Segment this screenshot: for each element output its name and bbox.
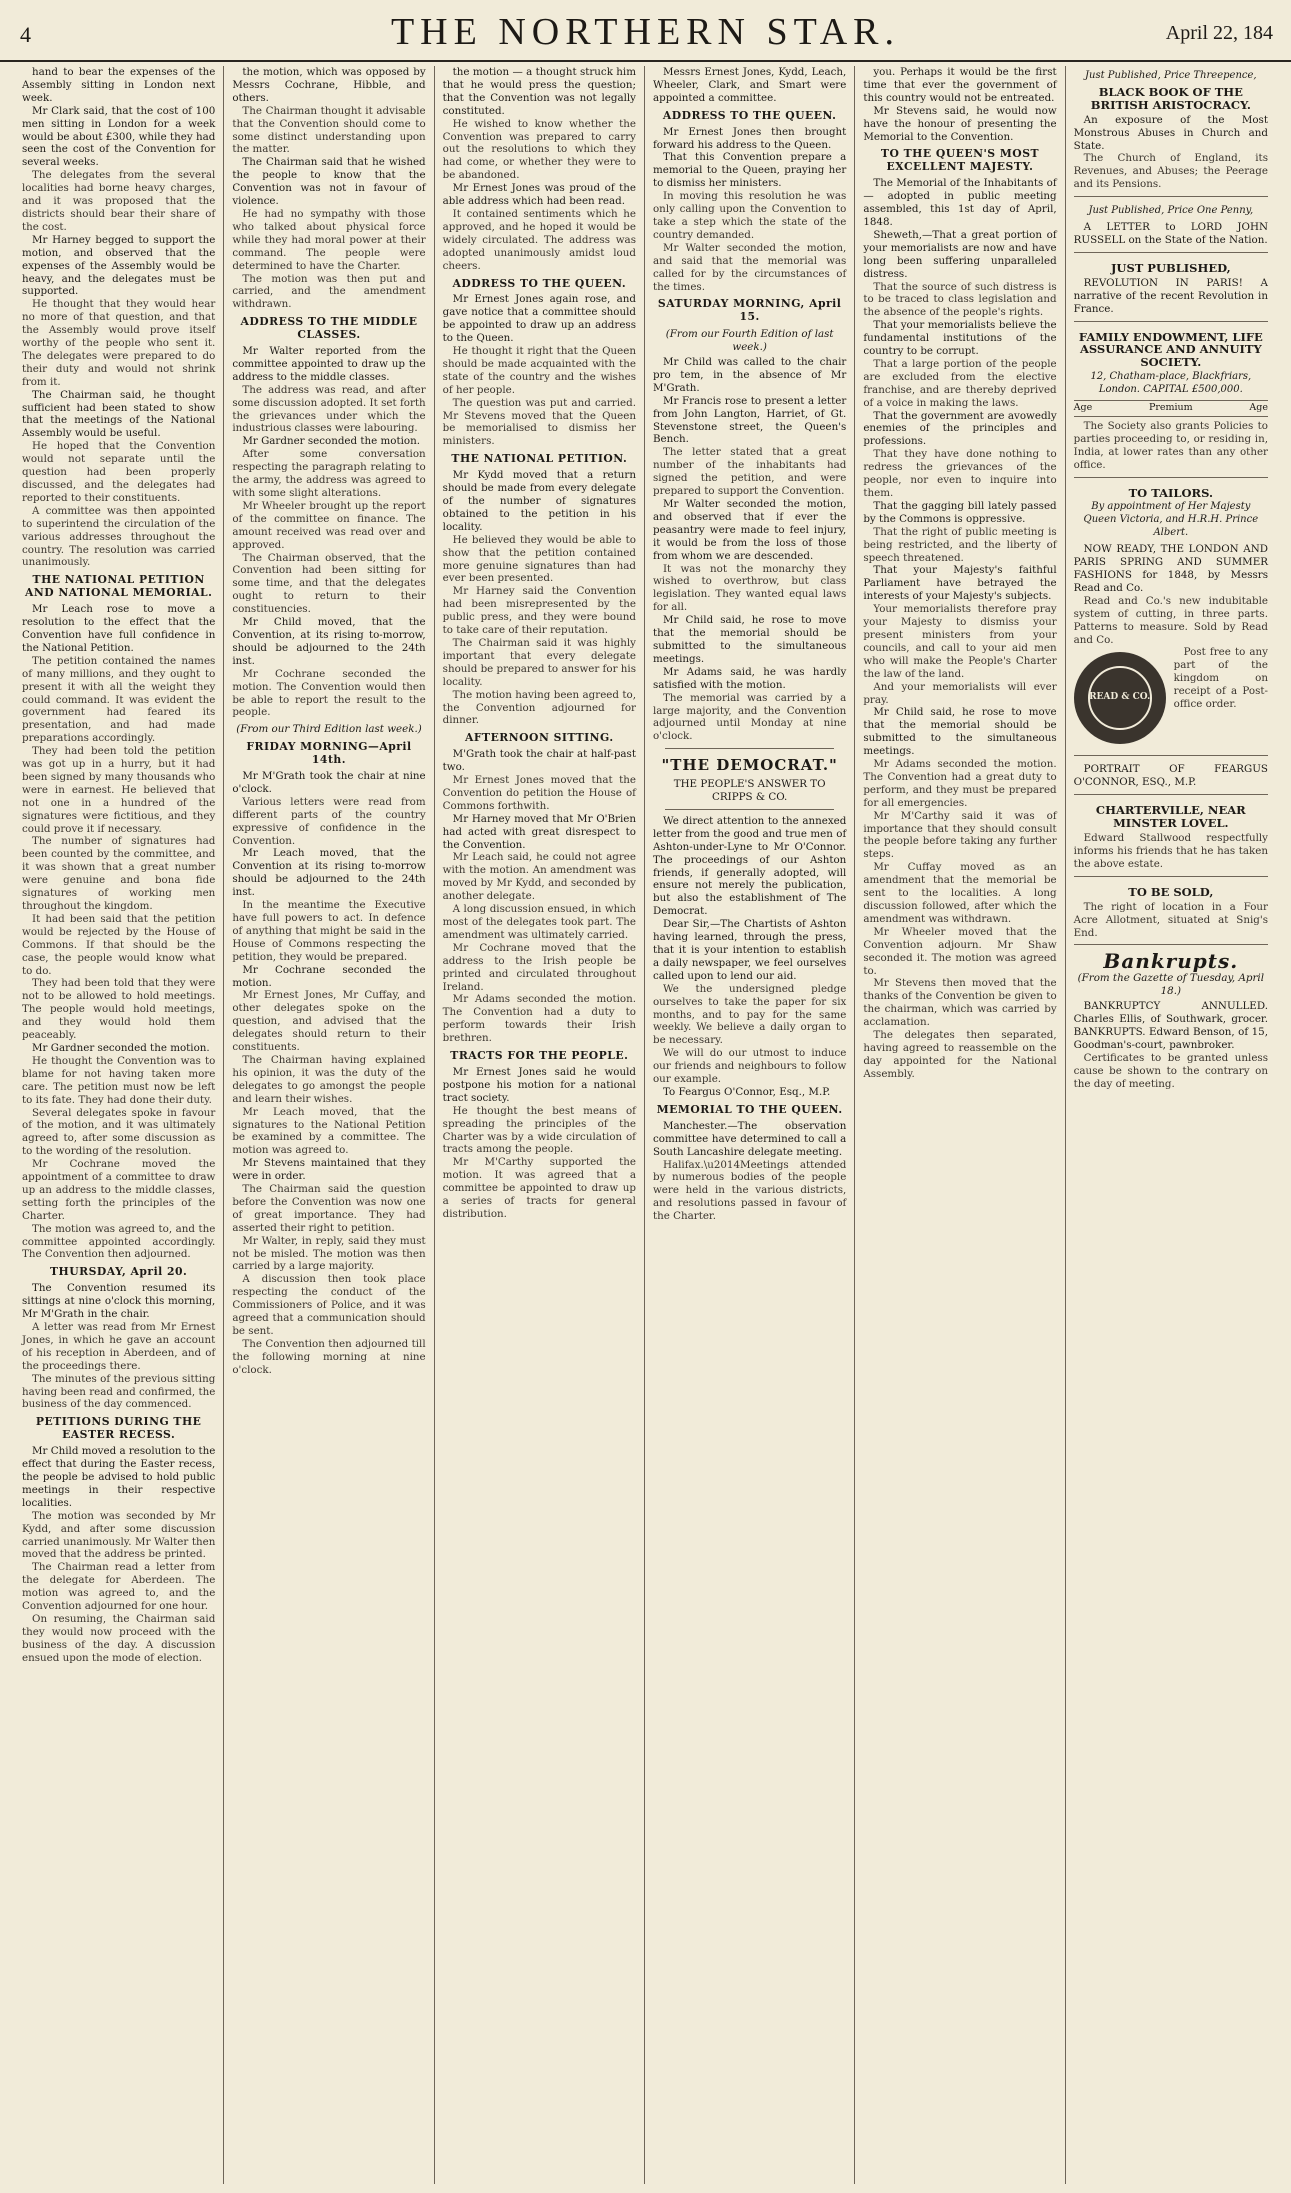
ad-black-book-text: An exposure of the Most Monstrous Abuses in Church and State. [1073, 113, 1268, 152]
col5-para5: That your memorialists believe the fundamental institutions of the country to be corrupt. [863, 319, 1057, 358]
ad-assurance-title: FAMILY ENDOWMENT, LIFE ASSURANCE AND ANNUITY SOCIETY. [1078, 329, 1263, 370]
ad-charterville-title: CHARTERVILLE, NEAR MINSTER LOVEL. [1095, 803, 1246, 831]
column-6: Just Published, Price Threepence, BLACK BOOK OF THE BRITISH ARISTOCRACY. An exposure of the Most Monstrous Abuses in Church and State. The Church of England, its Revenues, and Abuses; the Peerage and its Pensions. Just Published, Price One Penny, A LETTER to LORD JOHN RUSSELL on the State of the Nation. JUST PUBLISHED, REVOLUTION IN PARIS! A narrative of the recent Revolution in France. FAMILY ENDOWMENT, LIFE ASSURANCE AND ANNUITY SOCIETY. 12, Chatham-place, Blackfriars, London. CAPITAL £500,000. Age Premium Age The Society also grants Policies to parties proceeding to, or residing in, India, at lower rates than any other office. TO TAILORS. By appointment of Her Majesty Queen Victoria, and H.R.H. Prince Albert. NOW READY, THE LONDON AND PARIS SPRING AND SUMMER FASHIONS for 1848, by Messrs Read and Co. Read and Co.'s new indubitable system of cutting, in three parts. Patterns to measure. Sold by Read and Co. READ & CO. Post free to any part of the kingdom on receipt of a Post-office order. PORTRAIT OF FEARGUS O'CONNOR, ESQ., M.P. CHARTERVILLE, NEAR MINSTER LOVEL. Edward Stallwood respectfully informs his friends that he has taken the above estate. TO BE SOLD, The right of location in a Four Acre Allotment, situated at Snig's End. Bankrupts. (From the Gazette of Tuesday, April 18.) BANKRUPTCY ANNULLED. Charles Ellis, of Southwark, grocer. BANKRUPTS. Edward Benson, of 15, Goodman's-court, pawnbroker. Certificates to be granted unless cause be shown to the contrary on the day of meeting. [1066, 66, 1276, 2184]
column-2: the motion, which was opposed by Messrs Cochrane, Hibble, and others. The Chairman thought it advisable that the Convention should come to some distinct understanding upon the matter. The Chairman said that he wished the people to know that the Convention was not in favour of violence. He had no sympathy with those who talked about physical force while they had moral power at their command. The people were determined to have the Charter. The motion was then put and carried, and the amendment withdrawn. ADDRESS TO THE MIDDLE CLASSES. Mr Walter reported from the committee appointed to draw up the address to the middle classes. The address was read, and after some discussion adopted. It set forth the grievances under which the industrious classes were labouring. Mr Gardner seconded the motion. After some conversation respecting the paragraph relating to the army, the address was agreed to with some slight alterations. Mr Wheeler brought up the report of the committee on finance. The amount received was read over and approved. The Chairman observed, that the Convention had been sitting for some time, and that the delegates ought to return to their constituencies. Mr Child moved, that the Convention, at its rising to-morrow, should be adjourned to the 24th inst. Mr Cochrane seconded the motion. The Convention would then be able to report the result to the people. (From our Third Edition last week.) FRIDAY MORNING—April 14th. Mr M'Grath took the chair at nine o'clock. Various letters were read from different parts of the country expressive of confidence in the Convention. Mr Leach moved, that the Convention at its rising to-morrow should be adjourned to the 24th inst. In the meantime the Executive have full powers to act. In defence of anything that might be said in the House of Commons respecting the petition, they would be prepared. Mr Cochrane seconded the motion. Mr Ernest Jones, Mr Cuffay, and other delegates spoke on the question, and advised that the delegates should return to their constituents. The Chairman having explained his opinion, it was the duty of the delegates to go amongst the people and learn their wishes. Mr Leach moved, that the signatures to the National Petition be examined by a committee. The motion was agreed to. Mr Stevens maintained that they were in order. The Chairman said the question before the Convention was now one of great importance. They had asserted their right to petition. Mr Walter, in reply, said they must not be misled. The motion was then carried by a large majority. A discussion then took place respecting the conduct of the Commissioners of Police, and it was agreed that a communication should be sent. The Convention then adjourned till the following morning at nine o'clock. [224, 66, 434, 2184]
col2-para3: Mr Walter reported from the committee appointed to draw up the address to the middle classes. [232, 345, 426, 383]
page-number: 4 [20, 22, 31, 47]
col5-para6: That the government are avowedly enemies of the principles and professions. [863, 409, 1057, 448]
col1-para2: Mr Harney begged to support the motion, and observed that the expenses of the Assembly would be heavy, and the delegates must be supported. [22, 233, 216, 298]
col5-para9: Mr Child said, he rose to move that the memorial should be submitted to the simultaneous meetings. [863, 706, 1057, 758]
col4-para3: That this Convention prepare a memorial to the Queen, praying her to dismiss her ministers. [652, 151, 847, 190]
col5-para2: Mr Stevens said, he would now have the honour of presenting the Memorial to the Convention. [863, 104, 1057, 143]
premium-table-header: Age Premium Age [1074, 400, 1268, 417]
col2-para4: Mr Gardner seconded the motion. [242, 435, 421, 448]
col2-para5: Mr Child moved, that the Convention, at its rising to-morrow, should be adjourned to the 24th inst. [232, 616, 426, 667]
newspaper-title: THE NORTHERN STAR. [390, 11, 901, 53]
ad-to-be-sold: TO BE SOLD, The right of location in a Four Acre Allotment, situated at Snig's End. [1074, 881, 1268, 946]
ad-assurance-sub: 12, Chatham-place, Blackfriars, London. CAPITAL £500,000. [1090, 371, 1252, 396]
col1-heading-thursday: THURSDAY, April 20. [50, 1265, 188, 1279]
ad-black-book-title: BLACK BOOK OF THE BRITISH ARISTOCRACY. [1090, 84, 1251, 112]
col3-para1: the motion — a thought struck him that he would press the question; that the Convention was not legally constituted. [442, 66, 636, 117]
col4-heading-saturday: SATURDAY MORNING, April 15. [657, 297, 842, 324]
col2-para6: Mr M'Grath took the chair at nine o'clock. [232, 770, 426, 795]
col2-para8: Mr Cochrane seconded the motion. [232, 963, 426, 989]
issue-date: April 22, 184 [1165, 22, 1273, 44]
col3-para7: Mr Ernest Jones said he would postpone his motion for a national tract society. [442, 1065, 636, 1104]
ad-portrait-text: PORTRAIT OF FEARGUS O'CONNOR, ESQ., M.P. [1073, 763, 1268, 789]
memorial-heading: MEMORIAL TO THE QUEEN. [656, 1102, 843, 1116]
ad-tailors-title: TO TAILORS. [1128, 485, 1213, 500]
democrat-para2: Dear Sir,—The Chartists of Ashton having learned, through the press, that it is your intention to establish a daily newspaper, we feel ourselves called upon to lend our aid. [652, 918, 847, 982]
bankrupts-subheading: (From the Gazette of Tuesday, April 18.) [1077, 972, 1265, 998]
ad-revolution-text: REVOLUTION IN PARIS! A narrative of the recent Revolution in France. [1073, 276, 1268, 315]
col4-para8: Mr Adams said, he was hardly satisfied with the motion. [652, 665, 847, 691]
col3-para2: Mr Ernest Jones was proud of the able address which had been read. [442, 182, 636, 208]
col1-opening: hand to bear the expenses of the Assembly sitting in London next week. [22, 66, 216, 104]
column-3: the motion — a thought struck him that he would press the question; that the Convention was not legally constituted. He wished to know whether the Convention was prepared to carry out the resolutions to which they had come, or whether they were to be abandoned. Mr Ernest Jones was proud of the able address which had been read. It contained sentiments which he approved, and he hoped it would be widely circulated. The address was adopted unanimously amidst loud cheers. ADDRESS TO THE QUEEN. Mr Ernest Jones again rose, and gave notice that a committee should be appointed to draw up an address to the Queen. He thought it right that the Queen should be made acquainted with the state of the country and the wishes of her people. The question was put and carried. Mr Stevens moved that the Queen be memorialised to dismiss her ministers. THE NATIONAL PETITION. Mr Kydd moved that a return should be made from every delegate of the number of signatures obtained to the petition in his locality. He believed they would be able to show that the petition contained more genuine signatures than had ever been presented. Mr Harney said the Convention had been misrepresented by the public press, and they were bound to take care of their reputation. The Chairman said it was highly important that every delegate should be prepared to answer for his locality. The motion having been agreed to, the Convention adjourned for dinner. AFTERNOON SITTING. M'Grath took the chair at half-past two. Mr Ernest Jones moved that the Convention do petition the House of Commons forthwith. Mr Harney moved that Mr O'Brien had acted with great disrespect to the Convention. Mr Leach said, he could not agree with the motion. An amendment was moved by Mr Kydd, and seconded by another delegate. A long discussion ensued, in which most of the delegates took part. The amendment was ultimately carried. Mr Cochrane moved that the address to the Irish people be printed and circulated throughout Ireland. Mr Adams seconded the motion. The Convention had a duty to perform towards their Irish brethren. TRACTS FOR THE PEOPLE. Mr Ernest Jones said he would postpone his motion for a national tract society. He thought the best means of spreading the principles of the Charter was by a wide circulation of tracts among the people. Mr M'Carthy supported the motion. It was agreed that a committee be appointed to draw up a series of tracts for general distribution. [435, 66, 645, 2184]
col4-heading-queen: ADDRESS TO THE QUEEN. [662, 108, 837, 122]
col2-subhead: (From our Third Edition last week.) [236, 723, 422, 736]
col3-para4: Mr Kydd moved that a return should be made from every delegate of the number of signatures obtained to the petition in his locality. [442, 469, 636, 533]
col4-para5: Mr Francis rose to present a letter from John Langton, Harriet, of Gt. Stevenstone street, the Queen's Bench. [652, 394, 847, 446]
col1-para6: The Convention resumed its sittings at nine o'clock this morning, Mr M'Grath in the chair. [22, 1282, 216, 1321]
col2-para1: the motion, which was opposed by Messrs Cochrane, Hibble, and others. [232, 66, 426, 104]
ad-letter-sub: Just Published, Price One Penny, [1088, 205, 1254, 217]
bankrupts-heading: Bankrupts. [1103, 949, 1239, 974]
bankrupts-text: BANKRUPTCY ANNULLED. Charles Ellis, of Southwark, grocer. BANKRUPTS. Edward Benson, of 15, Goodman's-court, pawnbroker. [1073, 1000, 1268, 1051]
read-co-seal: READ & CO. [1074, 652, 1166, 744]
col4-para7: Mr Child said, he rose to move that the memorial should be submitted to the simultaneous meetings. [652, 614, 847, 665]
col4-para6: Mr Walter seconded the motion, and observed that if ever the peasantry were made to feel injury, it would be from the loss of those from whom we are descended. [652, 498, 847, 562]
col1-para4: Mr Leach rose to move a resolution to the effect that the Convention have full confidence in the National Petition. [22, 603, 216, 654]
col5-para3: The Memorial of the Inhabitants of — adopted in public meeting assembled, this 1st day of April, 1848. [863, 177, 1057, 228]
ad-portrait [1074, 760, 1268, 795]
democrat-para1: We direct attention to the annexed letter from the good and true men of Ashton-under-Lyne to Mr O'Connor. The proceedings of our Ashton friends, if generally adopted, will ensure not merely the publication, but also the establishment of The Democrat. [652, 814, 847, 918]
col2-heading-friday: FRIDAY MORNING—April 14th. [246, 740, 412, 767]
col1-para5: Mr Gardner seconded the motion. [32, 1041, 210, 1054]
ad-assurance: FAMILY ENDOWMENT, LIFE ASSURANCE AND ANNUITY SOCIETY. 12, Chatham-place, Blackfriars, London. CAPITAL £500,000. Age Premium Age The Society also grants Policies to parties proceeding to, or residing in, India, at lower rates than any other office. [1074, 326, 1268, 478]
col1-para7: Mr Child moved a resolution to the effect that during the Easter recess, the people be advised to hold public meetings in their respective localities. [22, 1445, 216, 1509]
col3-para6: Mr Harney moved that Mr O'Brien had acted with great disrespect to the Convention. [442, 812, 636, 851]
col1-heading-petitions: PETITIONS DURING THE EASTER RECESS. [35, 1415, 202, 1442]
col5-heading-memorial: TO THE QUEEN'S MOST EXCELLENT MAJESTY. [880, 147, 1040, 174]
col4-subhead: (From our Fourth Edition of last week.) [665, 328, 834, 354]
col1-para1: Mr Clark said, that the cost of 100 men sitting in London for a week would be about £300, while they had seen the cost of the Convention for several weeks. [22, 104, 216, 169]
col3-para3: Mr Ernest Jones again rose, and gave notice that a committee should be appointed to draw up an address to the Queen. [442, 293, 636, 345]
col1-para3: The Chairman said, he thought sufficient had been stated to show that the meetings of the National Assembly would be useful. [22, 388, 216, 440]
ad-letter-text: A LETTER to LORD JOHN RUSSELL on the State of the Nation. [1073, 221, 1268, 246]
col4-para1: Messrs Ernest Jones, Kydd, Leach, Wheeler, Clark, and Smart were appointed a committee. [652, 66, 847, 104]
memorial-para: Manchester.—The observation committee have determined to call a South Lancashire delegate meeting. [652, 1119, 847, 1158]
ad-revolution-title: JUST PUBLISHED, [1110, 260, 1231, 275]
col1-heading-petition: THE NATIONAL PETITION AND NATIONAL MEMORIAL. [24, 573, 213, 600]
masthead [0, 0, 1291, 62]
col2-para9: Mr Stevens maintained that they were in order. [232, 1157, 426, 1183]
ad-revolution [1074, 257, 1268, 322]
col5-para4: Sheweth,—That a great portion of your memorialists are now and have long been suffering unparalleled distress. [863, 228, 1057, 280]
col3-heading-afternoon: AFTERNOON SITTING. [465, 731, 614, 745]
ad-black-book: Just Published, Price Threepence, BLACK BOOK OF THE BRITISH ARISTOCRACY. An exposure of the Most Monstrous Abuses in Church and State. The Church of England, its Revenues, and Abuses; the Peerage and its Pensions. [1074, 66, 1268, 197]
ad-tailors-sub: By appointment of Her Majesty Queen Victoria, and H.R.H. Prince Albert. [1083, 501, 1259, 539]
col2-para7: Mr Leach moved, that the Convention at its rising to-morrow should be adjourned to the 24th inst. [232, 847, 426, 899]
page-columns [14, 66, 1276, 2184]
col3-heading-tracts: TRACTS FOR THE PEOPLE. [450, 1049, 629, 1063]
column-5: you. Perhaps it would be the first time that ever the government of this country would not be entreated. Mr Stevens said, he would now have the honour of presenting the Memorial to the Convention. TO THE QUEEN'S MOST EXCELLENT MAJESTY. The Memorial of the Inhabitants of — adopted in public meeting assembled, this 1st day of April, 1848. Sheweth,—That a great portion of your memorialists are now and have long been suffering unparalleled distress. That the source of such distress is to be traced to class legislation and the absence of the people's rights. That your memorialists believe the fundamental institutions of the country to be corrupt. That a large portion of the people are excluded from the elective franchise, and are thereby deprived of a voice in making the laws. That the government are avowedly enemies of the principles and professions. That they have done nothing to redress the grievances of the people, nor even to inquire into them. That the gagging bill lately passed by the Commons is oppressive. That the right of public meeting is being restricted, and the liberty of speech threatened. That your Majesty's faithful Parliament have betrayed the interests of your Majesty's subjects. Your memorialists therefore pray your Majesty to dismiss your present ministers from your councils, and call to your aid men who will make the People's Charter the law of the land. And your memorialists will ever pray. Mr Child said, he rose to move that the memorial should be submitted to the simultaneous meetings. Mr Adams seconded the motion. The Convention had a great duty to perform, and they must be prepared for all emergencies. Mr M'Carthy said it was of importance that they should consult the people before taking any further steps. Mr Cuffay moved as an amendment that the memorial be sent to the localities. A long discussion followed, after which the amendment was withdrawn. Mr Wheeler moved that the Convention adjourn. Mr Shaw seconded it. The motion was agreed to. Mr Stevens then moved that the thanks of the Convention be given to the chairman, which was carried by acclamation. The delegates then separated, having agreed to reassemble on the day appointed for the National Assembly. [855, 66, 1065, 2184]
col5-para7: That the gagging bill lately passed by the Commons is oppressive. [863, 499, 1057, 525]
col4-para4: Mr Child was called to the chair pro tem, in the absence of Mr M'Grath. [652, 356, 847, 394]
democrat-subheading: THE PEOPLE'S ANSWER TO CRIPPS & CO. [673, 778, 826, 804]
col3-heading-queen: ADDRESS TO THE QUEEN. [452, 276, 627, 290]
col2-para2: The Chairman said that he wished the people to know that the Convention was not in favour of violence. [232, 156, 426, 208]
ad-tailors-text: NOW READY, THE LONDON AND PARIS SPRING AND SUMMER FASHIONS for 1848, by Messrs Read and Co. [1073, 543, 1268, 594]
ad-letter [1074, 201, 1268, 253]
col5-para1: you. Perhaps it would be the first time that ever the government of this country would not be entreated. [863, 66, 1057, 104]
democrat-signature: To Feargus O'Connor, Esq., M.P. [662, 1085, 831, 1098]
column-4: Messrs Ernest Jones, Kydd, Leach, Wheeler, Clark, and Smart were appointed a committee. ADDRESS TO THE QUEEN. Mr Ernest Jones then brought forward his address to the Queen. That this Convention prepare a memorial to the Queen, praying her to dismiss her ministers. In moving this resolution he was only calling upon the Convention to take a step which the state of the country demanded. Mr Walter seconded the motion, and said that the memorial was called for by the circumstances of the times. SATURDAY MORNING, April 15. (From our Fourth Edition of last week.) Mr Child was called to the chair pro tem, in the absence of Mr M'Grath. Mr Francis rose to present a letter from John Langton, Harriet, of Gt. Stevenstone street, the Queen's Bench. The letter stated that a great number of the inhabitants had signed the petition, and were prepared to support the Convention. Mr Walter seconded the motion, and observed that if ever the peasantry were made to feel injury, it would be from the loss of those from whom we are descended. It was not the monarchy they wished to overthrow, but class legislation. They wanted equal laws for all. Mr Child said, he rose to move that the memorial should be submitted to the simultaneous meetings. Mr Adams said, he was hardly satisfied with the motion. The memorial was carried by a large majority, and the Convention adjourned until Monday at nine o'clock. "THE DEMOCRAT." THE PEOPLE'S ANSWER TO CRIPPS & CO. We direct attention to the annexed letter from the good and true men of Ashton-under-Lyne to Mr O'Connor. The proceedings of our Ashton friends, if generally adopted, will ensure not merely the publication, but also the establishment of The Democrat. Dear Sir,—The Chartists of Ashton having learned, through the press, that it is your intention to establish a daily newspaper, we feel ourselves called upon to lend our aid. We the undersigned pledge ourselves to take the paper for six months, and to pay for the same weekly. We believe a daily organ to be necessary. We will do our utmost to induce our friends and neighbours to follow our example. To Feargus O'Connor, Esq., M.P. MEMORIAL TO THE QUEEN. Manchester.—The observation committee have determined to call a South Lancashire delegate meeting. Halifax.\u2014Meetings attended by numerous bodies of the people were held in the various districts, and resolutions passed in favour of the Charter. [645, 66, 855, 2184]
col4-para2: Mr Ernest Jones then brought forward his address to the Queen. [652, 125, 847, 151]
ad-black-book-sub: Just Published, Price Threepence, [1085, 70, 1257, 81]
col2-heading-address: ADDRESS TO THE MIDDLE CLASSES. [240, 315, 418, 342]
col3-para5: M'Grath took the chair at half-past two. [442, 748, 636, 774]
ad-tailors: TO TAILORS. By appointment of Her Majesty Queen Victoria, and H.R.H. Prince Albert. NOW READY, THE LONDON AND PARIS SPRING AND SUMMER FASHIONS for 1848, by Messrs Read and Co. Read and Co.'s new indubitable system of cutting, in three parts. Patterns to measure. Sold by Read and Co. READ & CO. Post free to any part of the kingdom on receipt of a Post-office order. [1074, 482, 1268, 757]
col3-heading-petition: THE NATIONAL PETITION. [451, 452, 628, 466]
col5-para8: That your Majesty's faithful Parliament have betrayed the interests of your Majesty's subjects. [863, 564, 1057, 603]
ad-to-be-sold-title: TO BE SOLD, [1128, 884, 1214, 899]
column-1: hand to bear the expenses of the Assembly sitting in London next week. Mr Clark said, that the cost of 100 men sitting in London for a week would be about £300, while they had seen the cost of the Convention for several weeks. The delegates from the several localities had borne heavy charges, and it was proposed that the districts should bear their share of the cost. Mr Harney begged to support the motion, and observed that the expenses of the Assembly would be heavy, and the delegates must be supported. He thought that they would hear no more of that question, and that the Assembly would prove itself worthy of the people who sent it. The delegates were prepared to do their duty and would not shrink from it. The Chairman said, he thought sufficient had been stated to show that the meetings of the National Assembly would be useful. He hoped that the Convention would not separate until the question had been properly discussed, and the delegates had reported to their constituents. A committee was then appointed to superintend the circulation of the various addresses throughout the country. The resolution was carried unanimously. THE NATIONAL PETITION AND NATIONAL MEMORIAL. Mr Leach rose to move a resolution to the effect that the Convention have full confidence in the National Petition. The petition contained the names of many millions, and they ought to present it with all the weight they could command. It was evident the government had feared its presentation, and had made preparations accordingly. They had been told the petition was got up in a hurry, but it had been signed by many thousands who were in earnest. He believed that not one in a hundred of the signatures were fictitious, and they could prove it if necessary. The number of signatures had been counted by the committee, and it was shown that a great number were genuine and bona fide signatures of working men throughout the kingdom. It had been said that the petition would be rejected by the House of Commons. If that should be the case, the people would know what to do. They had been told that they were not to be allowed to hold meetings. The people would hold meetings, and they would hold them peaceably. Mr Gardner seconded the motion. He thought the Convention was to blame for not having taken more care. The petition must now be left to its fate. They had done their duty. Several delegates spoke in favour of the motion, and it was ultimately agreed to, after some discussion as to the wording of the resolution. Mr Cochrane moved the appointment of a committee to draw up an address to the middle classes, setting forth the principles of the Charter. The motion was agreed to, and the committee appointed accordingly. The Convention then adjourned. THURSDAY, April 20. The Convention resumed its sittings at nine o'clock this morning, Mr M'Grath in the chair. A letter was read from Mr Ernest Jones, in which he gave an account of his reception in Aberdeen, and of the proceedings there. The minutes of the previous sitting having been read and confirmed, the business of the day commenced. PETITIONS DURING THE EASTER RECESS. Mr Child moved a resolution to the effect that during the Easter recess, the people be advised to hold public meetings in their respective localities. The motion was seconded by Mr Kydd, and after some discussion carried unanimously. Mr Walter then moved that the address be printed. The Chairman read a letter from the delegate for Aberdeen. The motion was agreed to, and the Convention adjourned for one hour. On resuming, the Chairman said they would now proceed with the business of the day. A discussion ensued upon the mode of election. [14, 66, 224, 2184]
democrat-heading: "THE DEMOCRAT." [661, 756, 838, 775]
ad-charterville: CHARTERVILLE, NEAR MINSTER LOVEL. Edward Stallwood respectfully informs his friends that he has taken the above estate. [1074, 799, 1268, 877]
